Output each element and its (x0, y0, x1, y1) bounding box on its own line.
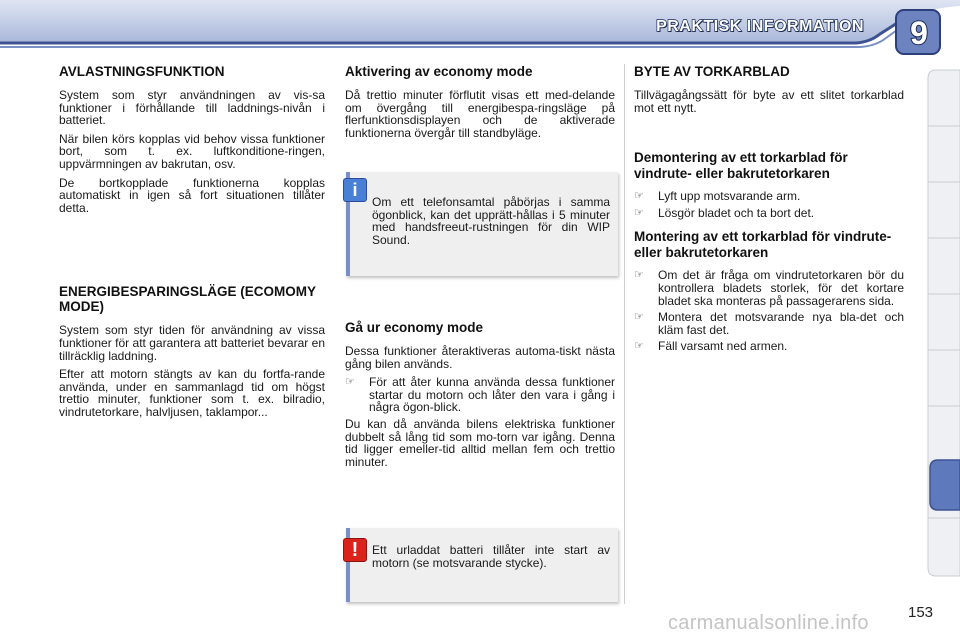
info-icon: i (343, 178, 367, 202)
paragraph: Dessa funktioner återaktiveras automa-tiskt nästa gång bilen används. (345, 344, 615, 371)
list-item: ☞ För att åter kunna använda dessa funktioner startar du motorn och låter den vara i gång i några ögon-blick. (345, 375, 615, 415)
column-left (59, 64, 325, 425)
heading-avlastningsfunktion: AVLASTNINGSFUNKTION (59, 64, 225, 79)
warning-note (346, 528, 618, 602)
info-note (346, 172, 618, 276)
pointing-hand-icon: ☞ (634, 190, 644, 203)
page-number: 153 (908, 604, 934, 621)
chapter-tabs (926, 68, 960, 578)
pointing-hand-icon: ☞ (345, 376, 355, 389)
column-right (634, 64, 904, 357)
heading-ga-ur-economy-mode: Gå ur economy mode (345, 320, 484, 335)
pointing-hand-icon: ☞ (634, 311, 644, 324)
heading-demontering: Demontering av ett torkarblad för vindrute- eller bakrutetorkaren (634, 150, 848, 182)
pointing-hand-icon: ☞ (634, 340, 644, 353)
list-item: ☞ Om det är fråga om vindrutetorkaren bör du kontrollera bladets storlek, för det kortare bladet ska monteras på passagerarens sida. (634, 268, 904, 308)
list-item: ☞ Montera det motsvarande nya bla-det och kläm fast det. (634, 310, 904, 337)
heading-byte-av-torkarblad: BYTE AV TORKARBLAD (634, 64, 790, 79)
heading-montering: Montering av ett torkarblad för vindrute- eller bakrutetorkaren (634, 229, 892, 261)
list-item: ☞ Fäll varsamt ned armen. (634, 339, 788, 354)
list-item: ☞ Lösgör bladet och ta bort det. (634, 205, 815, 220)
warning-note-text: Ett urladdat batteri tillåter inte start av motorn (se motsvarande stycke). (372, 543, 610, 570)
chapter-number: 9 (910, 15, 928, 51)
column-divider (624, 64, 625, 604)
paragraph: De bortkopplade funktionerna kopplas automatiskt in igen så fort situationen tillåter detta. (59, 175, 325, 215)
paragraph: Efter att motorn stängts av kan du fortfa-rande använda, under en sammanlagd tid om högst trettio minuter, funktioner som t. ex. bilradio, vindrutetorkare, halvljusen, taklampor... (59, 367, 325, 419)
paragraph: Då trettio minuter förflutit visas ett med-delande om övergång till energibespa-ringsläge på flerfunktionsdisplayen och de aktiverade funktionerna övergår till standbyläge. (345, 88, 615, 140)
pointing-hand-icon: ☞ (634, 269, 644, 282)
paragraph: System som styr användningen av vis-sa funktioner i förhållande till laddnings-nivån i batteriet. (59, 88, 325, 128)
header-title: PRAKTISK INFORMATION (656, 18, 864, 35)
info-note-text: Om ett telefonsamtal påbörjas i samma ögonblick, kan det upprätt-hållas i 5 minuter med handsfreeut-rustningen för din WIP Sound. (372, 195, 610, 247)
paragraph: Du kan då använda bilens elektriska funktioner dubbelt så lång tid som mo-torn var igång. Denna tid ligger emeller-tid alltid mellan fem och trettio minuter. (345, 416, 615, 469)
column-middle-lower (345, 320, 615, 474)
paragraph: Tillvägagångssätt för byte av ett slitet torkarblad mot ett nytt. (634, 88, 904, 115)
watermark: carmanualsonline.info (668, 612, 869, 634)
pointing-hand-icon: ☞ (634, 206, 644, 219)
column-middle (345, 64, 615, 145)
exclamation-icon: ! (343, 538, 367, 562)
heading-aktivering: Aktivering av economy mode (345, 64, 533, 79)
list-item: ☞ Lyft upp motsvarande arm. (634, 189, 801, 204)
paragraph: System som styr tiden för användning av vissa funktioner för att garantera att batteriet bevarar en tillräcklig laddning. (59, 323, 325, 363)
paragraph: När bilen körs kopplas vid behov vissa funktioner bort, som t. ex. luftkonditione-ringen, uppvärmningen av bakrutan, osv. (59, 131, 325, 171)
heading-energibesparingslage: ENERGIBESPARINGSLÄGE (ECOMOMY MODE) (59, 284, 316, 315)
